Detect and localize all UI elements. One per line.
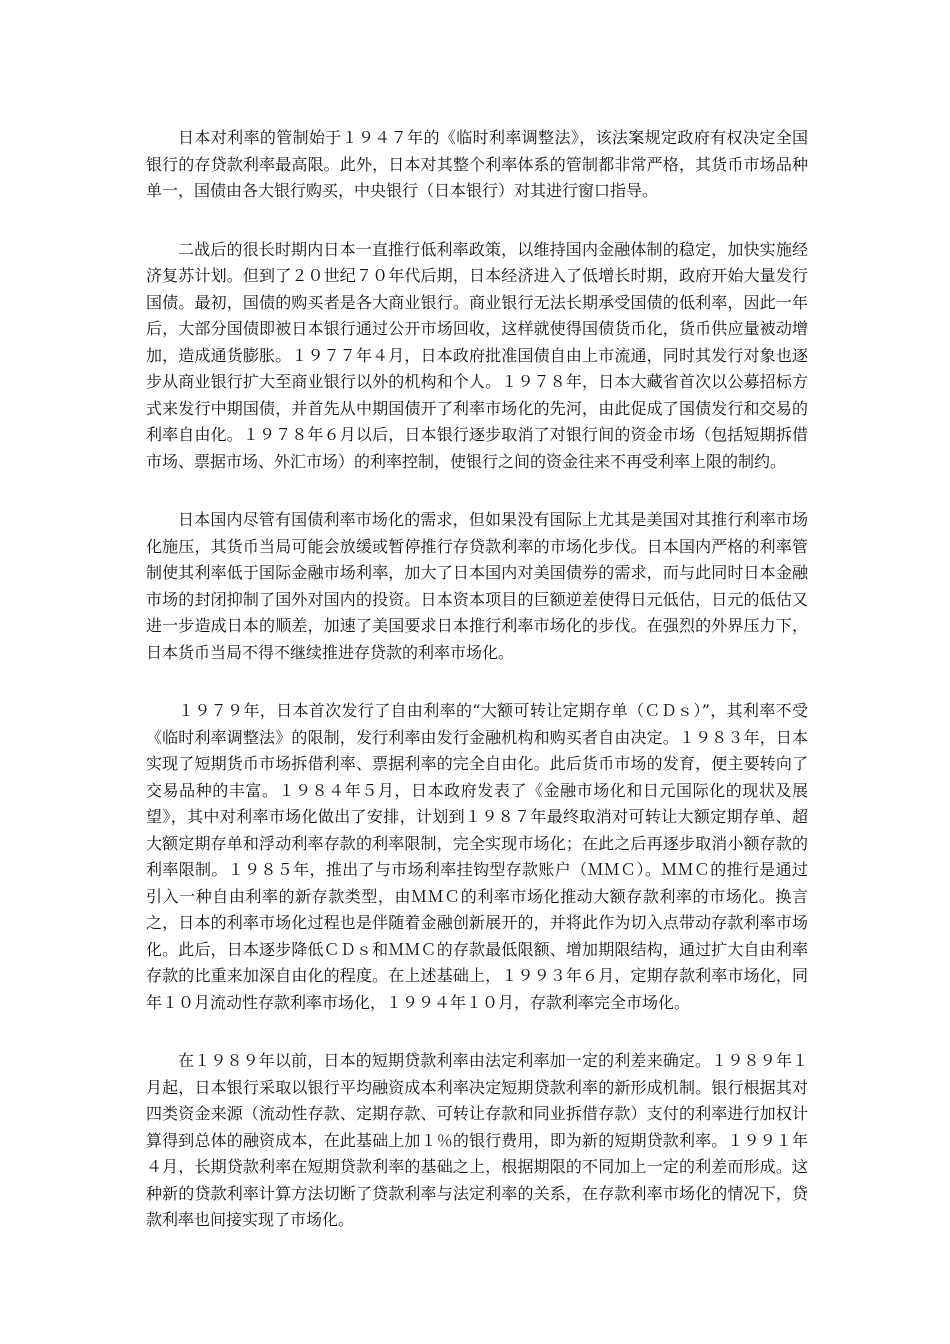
paragraph-2: 二战后的很长时期内日本一直推行低利率政策，以维持国内金融体制的稳定，加快实施经济复苏计划。但到了２０世纪７０年代后期，日本经济进入了低增长时期，政府开始大量发行国债。最初，国债的购买者是各大商业银行。商业银行无法长期承受国债的低利率，因此一年后，大部分国债即被日本银行通过公开市场回收，这样就使得国债货币化，货币供应量被动增加，造成通货膨胀。１９７７年４月，日本政府批准国债自由上市流通，同时其发行对象也逐步从商业银行扩大至商业银行以外的机构和个人。１９７８年，日本大藏省首次以公募招标方式来发行中期国债，并首先从中期国债开了利率市场化的先河，由此促成了国债发行和交易的利率自由化。１９７８年６月以后，日本银行逐步取消了对银行间的资金市场（包括短期拆借市场、票据市场、外汇市场）的利率控制，使银行之间的资金往来不再受利率上限的制约。 [146, 239, 808, 471]
document-body [146, 125, 808, 1266]
paragraph-3: 日本国内尽管有国债利率市场化的需求，但如果没有国际上尤其是美国对其推行利率市场化施压，其货币当局可能会放缓或暂停推行存贷款利率的市场化步伐。日本国内严格的利率管制使其利率低于国际金融市场利率，加大了日本国内对美国债券的需求，而与此同时日本金融市场的封闭抑制了国外对国内的投资。日本资本项目的巨额逆差使得日元低估，日元的低估又进一步造成日本的顺差，加速了美国要求日本推行利率市场化的步伐。在强烈的外界压力下，日本货币当局不得不继续推进存贷款的利率市场化。 [146, 510, 808, 662]
paragraph-4: １９７９年，日本首次发行了自由利率的“大额可转让定期存单（ＣＤｓ）”，其利率不受《临时利率调整法》的限制，发行利率由发行金融机构和购买者自由决定。１９８３年，日本实现了短期货币市场拆借利率、票据利率的完全自由化。此后货币市场的发育，便主要转向了交易品种的丰富。１９８４年５月，日本政府发表了《金融市场化和日元国际化的现状及展望》，其中对利率市场化做出了安排，计划到１９８７年最终取消对可转让大额定期存单、超大额定期存单和浮动利率存款的利率限制，完全实现市场化；在此之后再逐步取消小额存款的利率限制。１９８５年，推出了与市场利率挂钩型存款账户（ＭＭＣ）。ＭＭＣ的推行是通过引入一种自由利率的新存款类型，由ＭＭＣ的利率市场化推动大额存款利率的市场化。换言之，日本的利率市场化过程也是伴随着金融创新展开的，并将此作为切入点带动存款利率市场化。此后，日本逐步降低ＣＤｓ和ＭＭＣ的存款最低限额、增加期限结构，通过扩大自由利率存款的比重来加深自由化的程度。在上述基础上，１９９３年６月，定期存款利率市场化，同年１０月流动性存款利率市场化，１９９４年１０月，存款利率完全市场化。 [146, 701, 808, 1012]
paragraph-5: 在１９８９年以前，日本的短期贷款利率由法定利率加一定的利差来确定。１９８９年１月起，日本银行采取以银行平均融资成本利率决定短期贷款利率的新形成机制。银行根据其对四类资金来源（流动性存款、定期存款、可转让存款和同业拆借存款）支付的利率进行加权计算得到总体的融资成本，在此基础上加１％的银行费用，即为新的短期贷款利率。１９９１年４月，长期贷款利率在短期贷款利率的基础之上，根据期限的不同加上一定的利差而形成。这种新的贷款利率计算方法切断了贷款利率与法定利率的关系，在存款利率市场化的情况下，贷款利率也间接实现了市场化。 [146, 1051, 808, 1229]
paragraph-1: 日本对利率的管制始于１９４７年的《临时利率调整法》，该法案规定政府有权决定全国银行的存贷款利率最高限。此外，日本对其整个利率体系的管制都非常严格，其货币市场品种单一，国债由各大银行购买，中央银行（日本银行）对其进行窗口指导。 [146, 128, 808, 200]
